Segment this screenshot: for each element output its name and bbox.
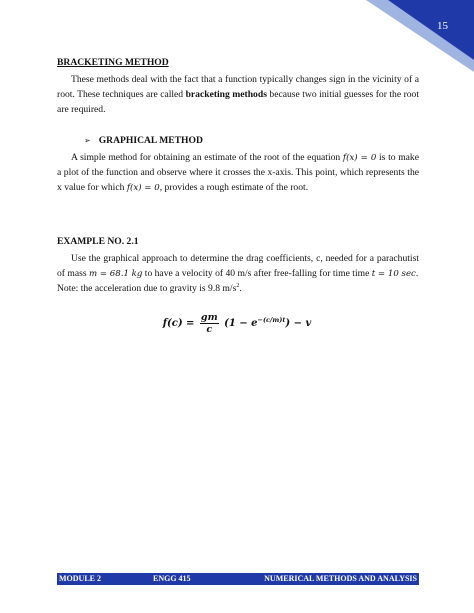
text-run: , provides a rough estimate of the root. [159, 181, 309, 193]
formula-term: ) − v [285, 318, 312, 329]
text-run: Note: the acceleration due to gravity is 9.8 m/s [57, 282, 237, 294]
footer-course: ENGG 415 [153, 574, 191, 583]
equation-inline: t = 10 sec [371, 268, 416, 279]
footer-bar [57, 573, 419, 585]
exponent: −(c/m)t [257, 315, 286, 324]
arrow-bullet-icon: ➢ [84, 136, 91, 145]
text-run: . [239, 282, 242, 294]
fraction-numerator: gm [200, 312, 218, 323]
example-title: EXAMPLE NO. 2.1 [57, 236, 139, 247]
paragraph [57, 151, 419, 196]
bullet-label: GRAPHICAL METHOD [98, 135, 203, 146]
footer-module: MODULE 2 [59, 574, 101, 583]
text-run: A simple method for obtaining an estimate of the root of the equation [71, 152, 343, 163]
text-run: Use the graphical approach to determine the drag coefficients, c, needed for a parachutist of mass [57, 252, 419, 279]
exponent-denominator: m [272, 315, 280, 324]
section-bracketing [57, 56, 419, 117]
fraction-denominator: c [206, 324, 213, 335]
text-run: because two initial guesses for the root are required. [57, 88, 420, 115]
equation-inline: m = 68.1 kg [88, 268, 143, 279]
text-run: to have a velocity of 40 m/s after free-falling for time time [142, 267, 372, 279]
section-graphical [57, 151, 419, 196]
exponent-sign: − [257, 315, 263, 324]
exponent-var: t [282, 315, 286, 324]
paragraph [57, 73, 419, 118]
exponent-numerator: c [266, 315, 271, 324]
text-run: is to make a plot of the function and observe where it crosses the x-axis. This point, which represents the x value for which [57, 152, 419, 193]
formula-lhs: f(c) = [162, 318, 195, 329]
footer-subject: NUMERICAL METHODS AND ANALYSIS [264, 574, 417, 583]
text-run: . [415, 267, 419, 279]
note-line [57, 282, 419, 297]
formula-term: (1 − e [224, 318, 258, 329]
equation-inline: f(x) = 0 [126, 182, 160, 193]
bullet-item [84, 135, 203, 146]
superscript: 2 [236, 282, 240, 289]
paragraph [57, 252, 419, 282]
drag-formula [0, 312, 474, 335]
text-run: These methods deal with the fact that a function typically changes sign in the vicinity of a root. These techniques are called [57, 73, 419, 100]
fraction [200, 312, 219, 335]
bold-term: bracketing methods [185, 88, 267, 100]
example-block [57, 235, 419, 297]
section-heading: BRACKETING METHOD [57, 57, 169, 68]
equation-inline: f(x) = 0 [342, 153, 377, 163]
page-number: 15 [437, 20, 448, 32]
